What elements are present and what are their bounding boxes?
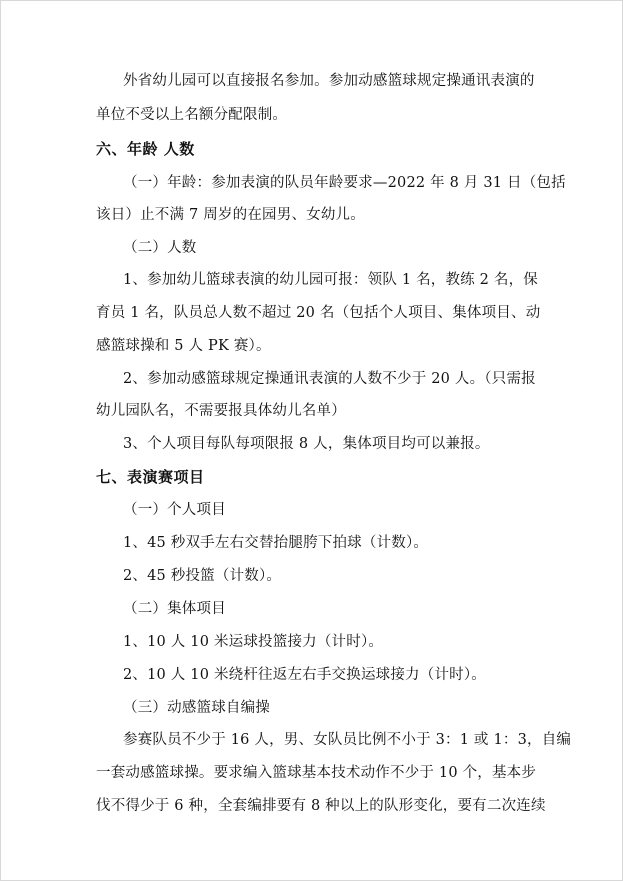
subsection-heading: （二）集体项目 [123,601,226,617]
section-heading: 七、表演赛项目 [96,468,205,486]
subsection-heading: （三）动感篮球自编操 [123,700,270,716]
subsection-heading: （二）人数 [123,240,197,256]
paragraph-line: 2、参加动感篮球规定操通讯表演的人数不少于 20 人。（只需报 [123,371,536,387]
paragraph-line: 育员 1 名，队员总人数不超过 20 名（包括个人项目、集体项目、动 [96,305,541,321]
paragraph-line: 3、个人项目每队每项限报 8 人，集体项目均可以兼报。 [123,436,490,452]
paragraph-line: 伐不得少于 6 种，全套编排要有 8 种以上的队形变化，要有二次连续 [96,798,546,814]
paragraph-line: 感篮球操和 5 人 PK 赛）。 [96,338,271,354]
paragraph-line: 1、10 人 10 米运球投篮接力（计时）。 [123,634,384,650]
paragraph-line: 参赛队员不少于 16 人，男、女队员比例不小于 3：1 或 1：3，自编 [123,732,572,748]
subsection-heading: （一）个人项目 [123,502,226,518]
paragraph-line: 幼儿园队名，不需要报具体幼儿名单） [96,403,346,419]
paragraph-line: 2、45 秒投篮（计数）。 [123,568,282,584]
paragraph-line: （一）年龄：参加表演的队员年龄要求—2022 年 8 月 31 日（包括 [123,175,566,191]
section-heading: 六、年龄 人数 [96,140,195,158]
paragraph-line: 2、10 人 10 米绕杆往返左右手交换运球接力（计时）。 [123,667,487,683]
paragraph-line: 单位不受以上名额分配限制。 [96,107,288,123]
paragraph-line: 外省幼儿园可以直接报名参加。参加动感篮球规定操通讯表演的 [123,73,535,89]
paragraph-line: 该日）止不满 7 周岁的在园男、女幼儿。 [96,207,365,223]
paragraph-line: 1、参加幼儿篮球表演的幼儿园可报：领队 1 名，教练 2 名，保 [123,272,539,288]
paragraph-line: 一套动感篮球操。要求编入篮球基本技术动作不少于 10 个，基本步 [96,765,537,781]
paragraph-line: 1、45 秒双手左右交替抬腿胯下拍球（计数）。 [123,535,429,551]
